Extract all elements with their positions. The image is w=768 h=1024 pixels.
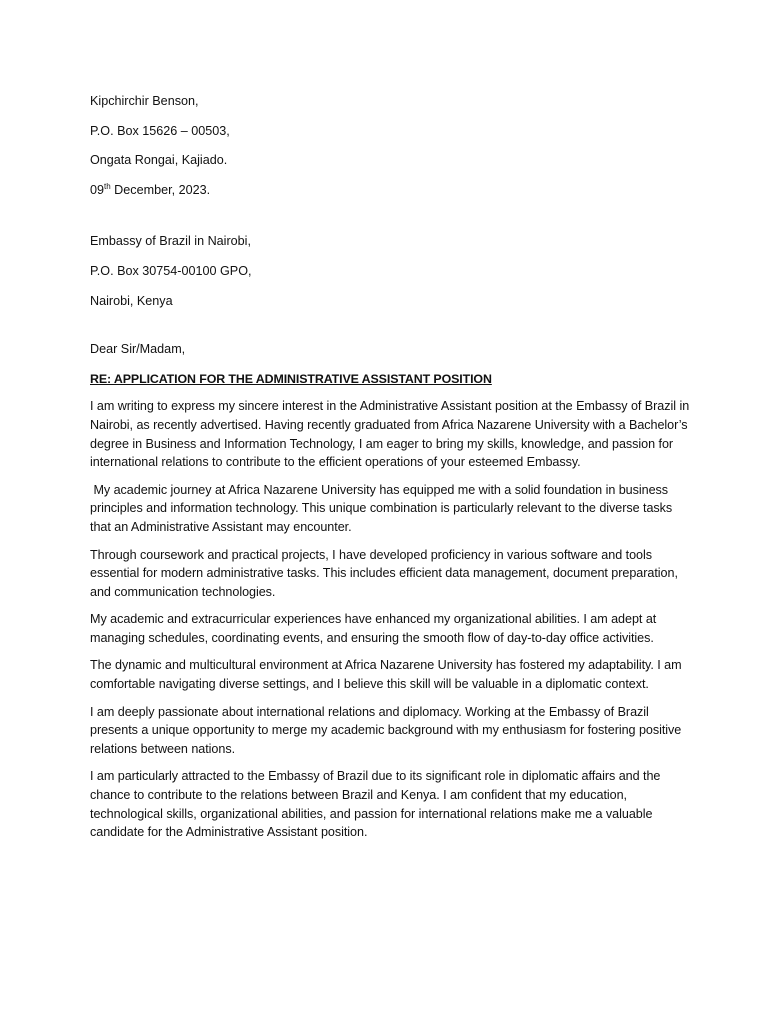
body-paragraph: I am deeply passionate about international relations and diplomacy. Working at the Embassy of Brazil presents a unique opportunity to merge my academic background with my enthusiasm for fostering positive relations between nations. — [90, 704, 682, 756]
body-paragraph: My academic journey at Africa Nazarene University has equipped me with a solid foundation in business principles and information technology. This unique combination is particularly relevant to the diverse tasks that an Administrative Assistant may encounter. — [90, 482, 676, 534]
body-paragraph: Through coursework and practical projects, I have developed proficiency in various software and tools essential for modern administrative tasks. This includes efficient data management, document preparation, and communication technologies. — [90, 547, 678, 599]
sender-location: Ongata Rongai, Kajiado. — [90, 153, 228, 168]
sender-name: Kipchirchir Benson, — [90, 94, 199, 108]
letter-body — [90, 397, 690, 841]
date-ordinal-suffix: th — [104, 181, 111, 191]
sender-po-box: P.O. Box 15626 – 00503, — [90, 123, 230, 138]
letter-date — [90, 181, 690, 200]
cover-letter — [90, 92, 690, 851]
date-day: 09 — [90, 182, 105, 197]
salutation: Dear Sir/Madam, — [90, 342, 186, 357]
recipient-location: Nairobi, Kenya — [90, 293, 173, 308]
date-month-year: December, 2023. — [110, 182, 211, 197]
body-paragraph: I am writing to express my sincere interest in the Administrative Assistant position at the Embassy of Brazil in Nairobi, as recently advertised. Having recently graduated from Africa Nazarene University with a Bachelor’s degree in Business and Information Technology, I am eager to bring my skills, knowledge, and passion for international relations to contribute to the efficient operations of your esteemed Embassy. — [90, 399, 690, 470]
body-paragraph: The dynamic and multicultural environment at Africa Nazarene University has fostered my adaptability. I am comfortable navigating diverse settings, and I believe this skill will be valuable in a diplomatic context. — [90, 658, 682, 692]
body-paragraph: My academic and extracurricular experiences have enhanced my organizational abilities. I am adept at managing schedules, coordinating events, and ensuring the smooth flow of day-to-day office activities. — [90, 612, 657, 645]
recipient-po-box: P.O. Box 30754-00100 GPO, — [90, 263, 252, 278]
body-paragraph: I am particularly attracted to the Embassy of Brazil due to its significant role in diplomatic affairs and the chance to contribute to the relations between Brazil and Kenya. I am confident that my education, technological skills, organizational abilities, and passion for international relations make me a valuable candidate for the Administrative Assistant position. — [90, 769, 661, 840]
subject-line: RE: APPLICATION FOR THE ADMINISTRATIVE ASSISTANT POSITION — [90, 371, 492, 386]
spacer — [90, 210, 690, 232]
recipient-name: Embassy of Brazil in Nairobi, — [90, 234, 251, 249]
recipient-address-block — [90, 232, 690, 310]
sender-address-block — [90, 92, 690, 199]
